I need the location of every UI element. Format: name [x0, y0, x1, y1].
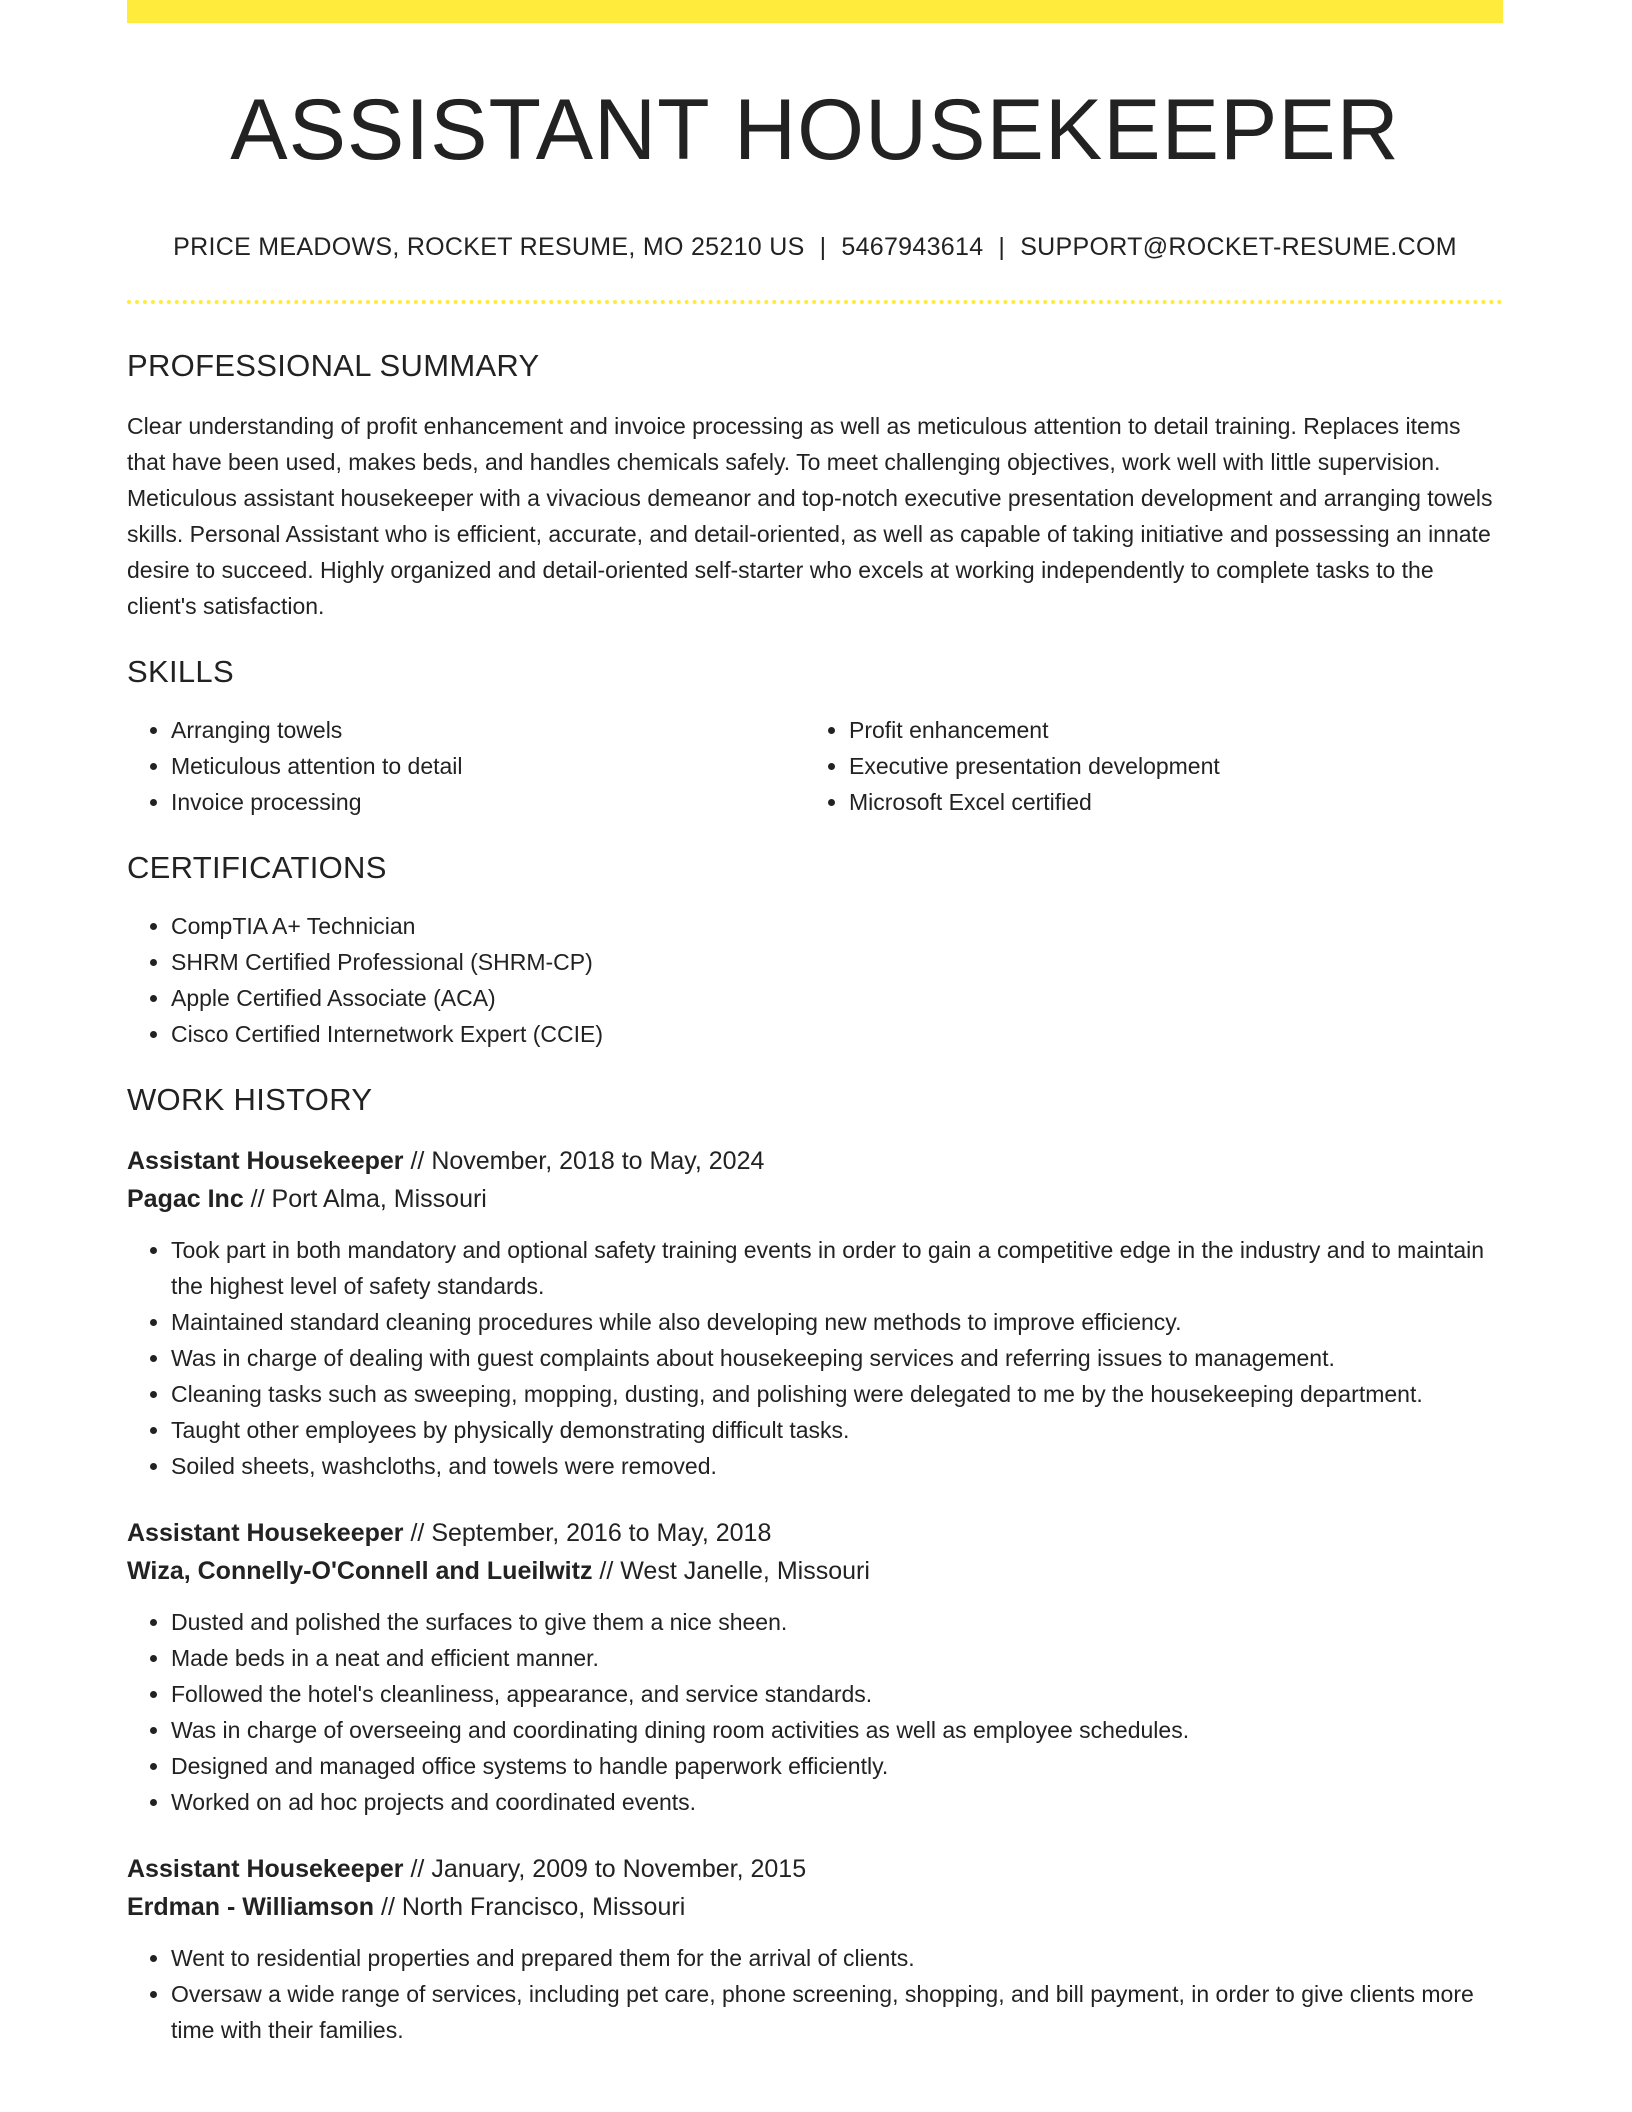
job-duty: • Was in charge of dealing with guest complaints about housekeeping services and referring issues to management.: [171, 1340, 1503, 1376]
certification-item: • CompTIA A+ Technician: [171, 908, 1503, 944]
job-separator: //: [403, 1146, 432, 1175]
job-separator: //: [243, 1184, 272, 1213]
resume-title: ASSISTANT HOUSEKEEPER: [230, 82, 1400, 178]
contact-email: SUPPORT@ROCKET-RESUME.COM: [1020, 232, 1457, 261]
job-duty: • Soiled sheets, washcloths, and towels were removed.: [171, 1448, 1503, 1484]
job-duty: • Went to residential properties and prepared them for the arrival of clients.: [171, 1940, 1503, 1976]
job-company: Wiza, Connelly-O'Connell and Lueilwitz: [127, 1556, 593, 1585]
job-company: Pagac Inc: [127, 1184, 244, 1213]
certification-item: • SHRM Certified Professional (SHRM-CP): [171, 944, 1503, 980]
contact-separator: |: [998, 232, 1006, 261]
accent-top-bar: [127, 0, 1503, 23]
job-duty: • Was in charge of overseeing and coordinating dining room activities as well as employee schedules.: [171, 1712, 1503, 1748]
skill-item: • Meticulous attention to detail: [171, 748, 805, 784]
job-duty: • Taught other employees by physically demonstrating difficult tasks.: [171, 1412, 1503, 1448]
job-title-line: [127, 1514, 1503, 1552]
job-dates: September, 2016 to May, 2018: [431, 1518, 772, 1547]
job-company-line: [127, 1180, 1503, 1218]
dotted-divider: [127, 300, 1503, 304]
certifications-heading: CERTIFICATIONS: [127, 849, 387, 885]
job-duty: • Dusted and polished the surfaces to give them a nice sheen.: [171, 1604, 1503, 1640]
job-duty: • Oversaw a wide range of services, including pet care, phone screening, shopping, and bill payment, in order to give clients more time with their families.: [171, 1976, 1503, 2048]
job-duties-list: [127, 1232, 1503, 1484]
contact-phone: 5467943614: [841, 232, 984, 261]
job-company: Erdman - Williamson: [127, 1892, 375, 1921]
skill-item: • Executive presentation development: [849, 748, 1483, 784]
job-dates: January, 2009 to November, 2015: [431, 1854, 807, 1883]
job-company-line: [127, 1888, 1503, 1926]
contact-address: PRICE MEADOWS, ROCKET RESUME, MO 25210 US: [173, 232, 805, 261]
job-entry: [127, 1514, 1503, 1820]
job-title: Assistant Housekeeper: [127, 1146, 404, 1175]
summary-text: Clear understanding of profit enhancement and invoice processing as well as meticulous attention to detail training. Replaces items that have been used, makes beds, and handles chemicals safely. To meet challenging objectives, work well with little supervision. Meticulous assistant housekeeper with a vivacious demeanor and top-notch executive presentation development and arranging towels skills. Personal Assistant who is efficient, accurate, and detail-oriented, as well as capable of taking initiative and possessing an innate desire to succeed. Highly organized and detail-oriented self-starter who excels at working independently to complete tasks to the client's satisfaction.: [127, 412, 1493, 619]
skill-item: • Arranging towels: [171, 712, 805, 748]
contact-separator: |: [819, 232, 827, 261]
job-entry: [127, 1142, 1503, 1484]
job-separator: //: [403, 1854, 432, 1883]
job-duty: • Cleaning tasks such as sweeping, mopping, dusting, and polishing were delegated to me by the housekeeping department.: [171, 1376, 1503, 1412]
job-separator: //: [403, 1518, 432, 1547]
job-separator: //: [374, 1892, 402, 1921]
skill-item: • Microsoft Excel certified: [849, 784, 1483, 820]
job-location: North Francisco, Missouri: [401, 1892, 686, 1921]
job-title-line: [127, 1850, 1503, 1888]
certifications-list: [127, 908, 1503, 1052]
skills-heading: SKILLS: [127, 653, 234, 689]
skill-item: • Profit enhancement: [849, 712, 1483, 748]
skills-list-left: [127, 712, 805, 820]
job-separator: //: [592, 1556, 621, 1585]
job-title: Assistant Housekeeper: [127, 1518, 404, 1547]
job-duty: • Made beds in a neat and efficient manner.: [171, 1640, 1503, 1676]
summary-heading: PROFESSIONAL SUMMARY: [127, 347, 540, 383]
job-dates: November, 2018 to May, 2024: [431, 1146, 765, 1175]
job-duty: • Designed and managed office systems to handle paperwork efficiently.: [171, 1748, 1503, 1784]
job-location: West Janelle, Missouri: [620, 1556, 870, 1585]
certification-item: • Apple Certified Associate (ACA): [171, 980, 1503, 1016]
work-history-heading: WORK HISTORY: [127, 1081, 373, 1117]
job-title: Assistant Housekeeper: [127, 1854, 404, 1883]
job-duties-list: [127, 1940, 1503, 2048]
job-duty: • Took part in both mandatory and optional safety training events in order to gain a competitive edge in the industry and to maintain the highest level of safety standards.: [171, 1232, 1503, 1304]
job-company-line: [127, 1552, 1503, 1590]
job-title-line: [127, 1142, 1503, 1180]
job-entry: [127, 1850, 1503, 2048]
contact-line: [127, 233, 1503, 262]
resume-page: [127, 0, 1503, 2048]
skills-list-right: [805, 712, 1483, 820]
job-duty: • Maintained standard cleaning procedures while also developing new methods to improve efficiency.: [171, 1304, 1503, 1340]
skill-item: • Invoice processing: [171, 784, 805, 820]
certification-item: • Cisco Certified Internetwork Expert (CCIE): [171, 1016, 1503, 1052]
job-duties-list: [127, 1604, 1503, 1820]
skills-columns: [127, 712, 1503, 820]
job-duty: • Worked on ad hoc projects and coordinated events.: [171, 1784, 1503, 1820]
job-duty: • Followed the hotel's cleanliness, appearance, and service standards.: [171, 1676, 1503, 1712]
job-location: Port Alma, Missouri: [271, 1184, 487, 1213]
